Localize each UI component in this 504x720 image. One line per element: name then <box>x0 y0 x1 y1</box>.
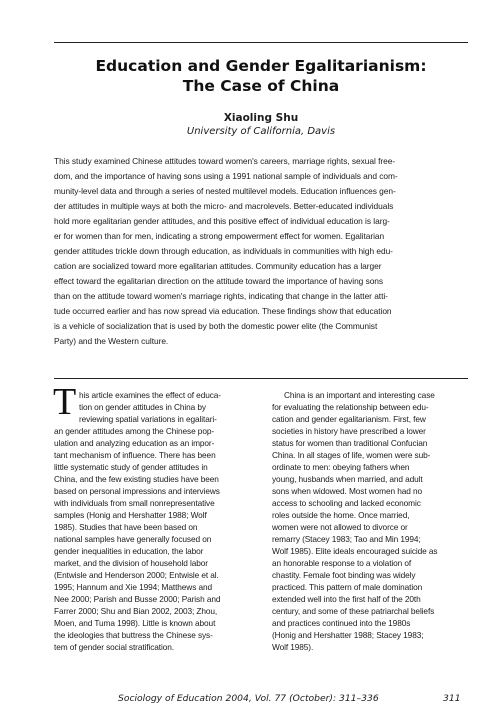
body-line: tem of gender social stratification. <box>54 642 174 652</box>
body-line: 1985). Studies that have been based on <box>54 522 198 532</box>
body-line: practiced. This pattern of male domination <box>272 582 423 592</box>
body-line: and practices continued into the 1980s <box>272 618 411 628</box>
author-affiliation: University of California, Davis <box>186 126 336 137</box>
body-line: (Honig and Hershatter 1988; Stacey 1983; <box>272 630 424 640</box>
article-title-line-1: Education and Gender Egalitarianism: <box>95 57 427 75</box>
body-line: chastity. Female foot binding was widely <box>272 570 416 580</box>
page-number: 311 <box>443 693 461 704</box>
abstract-line: effect toward the egalitarian direction on the attitude toward the importance of having sons <box>54 276 384 286</box>
body-line: remarry (Stacey 1983; Tao and Min 1994; <box>272 534 421 544</box>
body-line: ulation and analyzing education as an impor- <box>54 438 215 448</box>
body-line: reviewing spatial variations in egalitari- <box>79 414 217 424</box>
body-line: status for women than traditional Confucian <box>272 438 428 448</box>
body-line: with individuals from small nonrepresentative <box>54 498 215 508</box>
body-line: China is an important and interesting case <box>284 390 435 400</box>
body-line: gender inequalities in education, the labor <box>54 546 204 556</box>
top-rule <box>54 42 468 43</box>
body-line: Nee 2000; Parish and Busse 2000; Parish and <box>54 594 221 604</box>
abstract-line: der attitudes in multiple ways at both the micro- and macrolevels. Better-educated individuals <box>54 201 394 211</box>
body-line: China. In all stages of life, women were sub- <box>272 450 431 460</box>
body-line: societies in history have prescribed a lower <box>272 426 426 436</box>
body-line: based on personal impressions and interviews <box>54 486 220 496</box>
abstract-line: hold more egalitarian gender attitudes, and this positive effect of individual education is larg- <box>54 216 390 226</box>
abstract-line: This study examined Chinese attitudes toward women's careers, marriage rights, sexual free- <box>54 156 396 166</box>
abstract-line: Party) and the Western culture. <box>54 336 169 346</box>
body-line: cation and gender egalitarianism. First, few <box>272 414 426 424</box>
body-line: women were not allowed to divorce or <box>272 522 408 532</box>
section-rule <box>54 378 468 379</box>
body-line: market, and the division of household labor <box>54 558 208 568</box>
journal-citation: Sociology of Education 2004, Vol. 77 (October): 311–336 <box>118 693 379 704</box>
body-line: 1995; Hannum and Xie 1994; Matthews and <box>54 582 212 592</box>
body-line: Farrer 2000; Shu and Bian 2002, 2003; Zhou, <box>54 606 218 616</box>
body-line: an gender attitudes among the Chinese pop- <box>54 426 215 436</box>
body-line: Wolf 1985). <box>272 642 314 652</box>
abstract-line: dom, and the importance of having sons using a 1991 national sample of individuals and com- <box>54 171 398 181</box>
body-line: century, and some of these patriarchal beliefs <box>272 606 435 616</box>
drop-cap: T <box>53 381 77 423</box>
body-line: Moen, and Tuma 1998). Little is known about <box>54 618 216 628</box>
abstract-line: cation are socialized toward more egalitarian attitudes. Community education has a larger <box>54 261 382 271</box>
author-name: Xiaoling Shu <box>223 112 299 124</box>
abstract-line: gender attitudes trickle down through education, as individuals in communities with high edu- <box>54 246 393 256</box>
body-line: Wolf 1985). Elite ideals encouraged suicide as <box>272 546 438 556</box>
body-line: (Entwisle and Henderson 2000; Entwisle et al. <box>54 570 219 580</box>
body-line: ordinate to men: obeying fathers when <box>272 462 410 472</box>
abstract-line: munity-level data and through a series of nested multilevel models. Education influences gen- <box>54 186 396 196</box>
body-line: an honorable response to a violation of <box>272 558 412 568</box>
abstract-line: is a vehicle of socialization that is used by both the domestic power elite (the Communist <box>54 321 378 331</box>
body-line: for evaluating the relationship between edu- <box>272 402 429 412</box>
body-line: sons when widowed. Most women had no <box>272 486 422 496</box>
body-line: tion on gender attitudes in China by <box>79 402 206 412</box>
abstract-line: than on the attitude toward women's marriage rights, indicating that change in the latter atti- <box>54 291 388 301</box>
body-line: samples (Honig and Hershatter 1988; Wolf <box>54 510 207 520</box>
body-line: tant mechanism of influence. There has been <box>54 450 216 460</box>
body-line: young, husbands when married, and adult <box>272 474 423 484</box>
body-line: his article examines the effect of educa- <box>79 390 221 400</box>
body-line: the ideologies that buttress the Chinese sys- <box>54 630 213 640</box>
body-line: roles outside the home. Once married, <box>272 510 410 520</box>
article-title-line-2: The Case of China <box>182 77 340 95</box>
abstract-line: tude occurred earlier and has now spread via education. These findings show that education <box>54 306 392 316</box>
body-line: access to schooling and lacked economic <box>272 498 421 508</box>
abstract-line: er for women than for men, indicating a strong empowerment effect for women. Egalitarian <box>54 231 385 241</box>
body-line: China, and the few existing studies have been <box>54 474 219 484</box>
body-line: little systematic study of gender attitudes in <box>54 462 208 472</box>
body-line: extended well into the first half of the 20th <box>272 594 421 604</box>
body-line: national samples have generally focused on <box>54 534 212 544</box>
